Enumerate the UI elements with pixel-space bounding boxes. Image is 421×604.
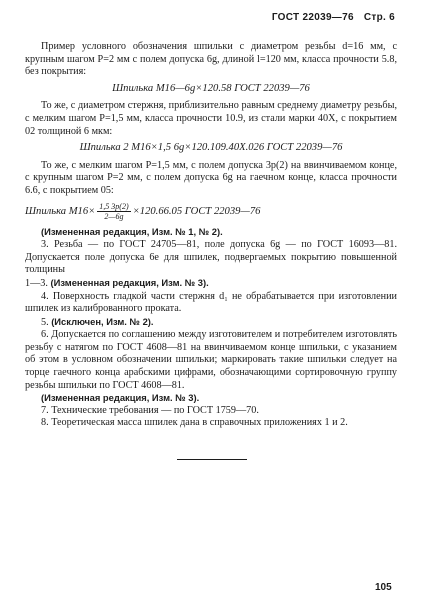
formula-3-suffix: ×120.66.05 ГОСТ 22039—76 [132, 205, 261, 217]
clause-7: 7. Технические требования — по ГОСТ 1759—70. [41, 404, 259, 416]
page-number: 105 [375, 582, 392, 593]
designation-formula-3 [25, 202, 397, 221]
header-page-label: Стр. 6 [363, 12, 395, 23]
clause-5 [25, 316, 397, 330]
amendment-note-3: (Измененная редакция, Изм. № 3). [41, 392, 200, 404]
formula-3-fraction [97, 202, 130, 221]
clause-4: 4. Поверхность гладкой части стержня d₁ не обрабатывается при изготовлении шпилек из калиброванного проката. [25, 290, 397, 315]
paragraph-variant-2: То же, с мелким шагом P=1,5 мм, с полем допуска 3p(2) на ввинчиваемом конце, с крупным шагом P=2 мм, с полем допуска 6g на гаечном конце, класса прочности 6.6, с покрытием 05: [25, 159, 397, 196]
clause-8: 8. Теоретическая масса шпилек дана в справочных приложениях 1 и 2. [41, 417, 348, 429]
formula-3-denominator: 2—6g [104, 211, 124, 221]
amendment-note-2: (Измененная редакция, Изм. № 3). [50, 276, 209, 288]
paragraph-example: Пример условного обозначения шпильки с диаметром резьбы d=16 мм, с крупным шагом P=2 мм с полем допуска 6g, длиной l=120 мм, класса прочности 5.8, без покрытия: [25, 41, 397, 78]
body-text [25, 41, 397, 430]
clause-range-line [25, 277, 397, 291]
paragraph-variant-1: То же, с диаметром стержня, приблизительно равным среднему диаметру резьбы, с мелким шагом P=1,5 мм, класса прочности 10.9, из стали марки 40Х, с покрытием 02 толщиной 6 мкм: [25, 100, 397, 137]
designation-formula-1: Шпилька М16—6g×120.58 ГОСТ 22039—76 [112, 82, 310, 94]
section-divider [177, 459, 247, 460]
header-standard-number: ГОСТ 22039—76 [271, 12, 354, 23]
clause-3: 3. Резьба — по ГОСТ 24705—81, поле допуска 6g — по ГОСТ 16093—81. Допускается поле допуска 6е для шпилек, подвергаемых покрытию повышенной толщины [25, 239, 397, 276]
running-header [272, 12, 395, 23]
clause-6: 6. Допускается по соглашению между изготовителем и потребителем изготовлять резьбу с натягом по ГОСТ 4608—81 на ввинчиваемом конце шпильки, с указанием об этом в условном обозначении шпильки; маркировать такие шпильки следует на торце гаечного конца арабскими цифрами, обозначающими сортировочную группу резьбы шпильки по ГОСТ 4608—81. [25, 329, 397, 391]
formula-3-numerator: 1,5 3p(2) [99, 201, 129, 211]
designation-formula-2: Шпилька 2 М16×1,5 6g×120.109.40Х.026 ГОСТ 22039—76 [79, 142, 343, 154]
clause-5-number: 5. [41, 316, 49, 328]
clause-range: 1—3. [25, 277, 48, 289]
amendment-note-1: (Измененная редакция, Изм. № 1, № 2). [41, 225, 223, 237]
formula-3-prefix: Шпилька М16× [25, 205, 96, 217]
excluded-note: (Исключен, Изм. № 2). [51, 315, 154, 327]
